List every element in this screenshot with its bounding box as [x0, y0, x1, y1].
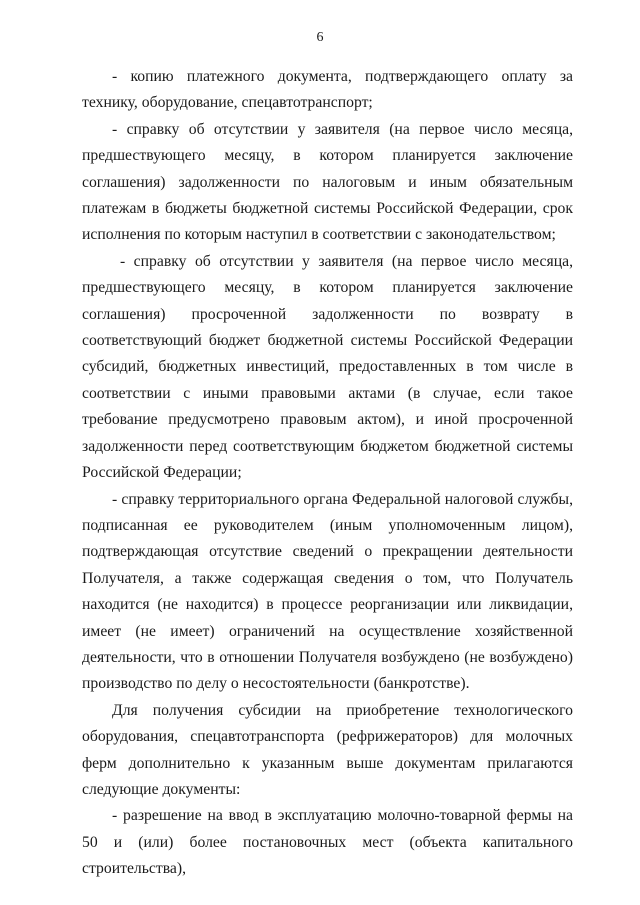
- paragraph-tax-debt-certificate: - справку об отсутствии у заявителя (на первое число месяца, предшествующего месяцу, в котором планируется заключение соглашения) задолженности по налоговым и иным обязательным платежам в бюджеты бюджетной системы Российской Федерации, срок исполнения по которым наступил в соответствии с законодательством;: [82, 120, 573, 244]
- document-body: [82, 64, 573, 883]
- paragraph-overdue-debt-certificate: - справку об отсутствии у заявителя (на первое число месяца, предшествующего месяцу, в котором планируется заключение соглашения) просроченной задолженности по возврату в соответствующий бюджет бюджетной системы Российской Федерации субсидий, бюджетных инвестиций, предоставленных в том числе в соответствии с иными правовыми актами (в случае, если такое требование предусмотрено правовым актом), и иной просроченной задолженности перед соответствующим бюджетом бюджетной системы Российской Федерации;: [82, 252, 573, 482]
- paragraph-commissioning-permit: - разрешение на ввод в эксплуатацию молочно-товарной фермы на 50 и (или) более постановочных мест (объекта капитального строительства),: [82, 807, 573, 878]
- paragraph-subsidy-requirements: Для получения субсидии на приобретение технологического оборудования, спецавтотранспорта (рефрижераторов) для молочных ферм дополнительно к указанным выше документам прилагаются следующие документы:: [82, 701, 573, 798]
- paragraph-payment-document: - копию платежного документа, подтверждающего оплату за технику, оборудование, спецавтотранспорт;: [82, 68, 573, 112]
- paragraph-tax-service-certificate: - справку территориального органа Федеральной налоговой службы, подписанная ее руководителем (иным уполномоченным лицом), подтверждающая отсутствие сведений о прекращении деятельности Получателя, а также содержащая сведения о том, что Получатель находится (не находится) в процессе реорганизации или ликвидации, имеет (не имеет) ограничений на осуществление хозяйственной деятельности, что в отношении Получателя возбуждено (не возбуждено) производство по делу о несостоятельности (банкротстве).: [82, 490, 573, 693]
- page-number: 6: [316, 30, 324, 45]
